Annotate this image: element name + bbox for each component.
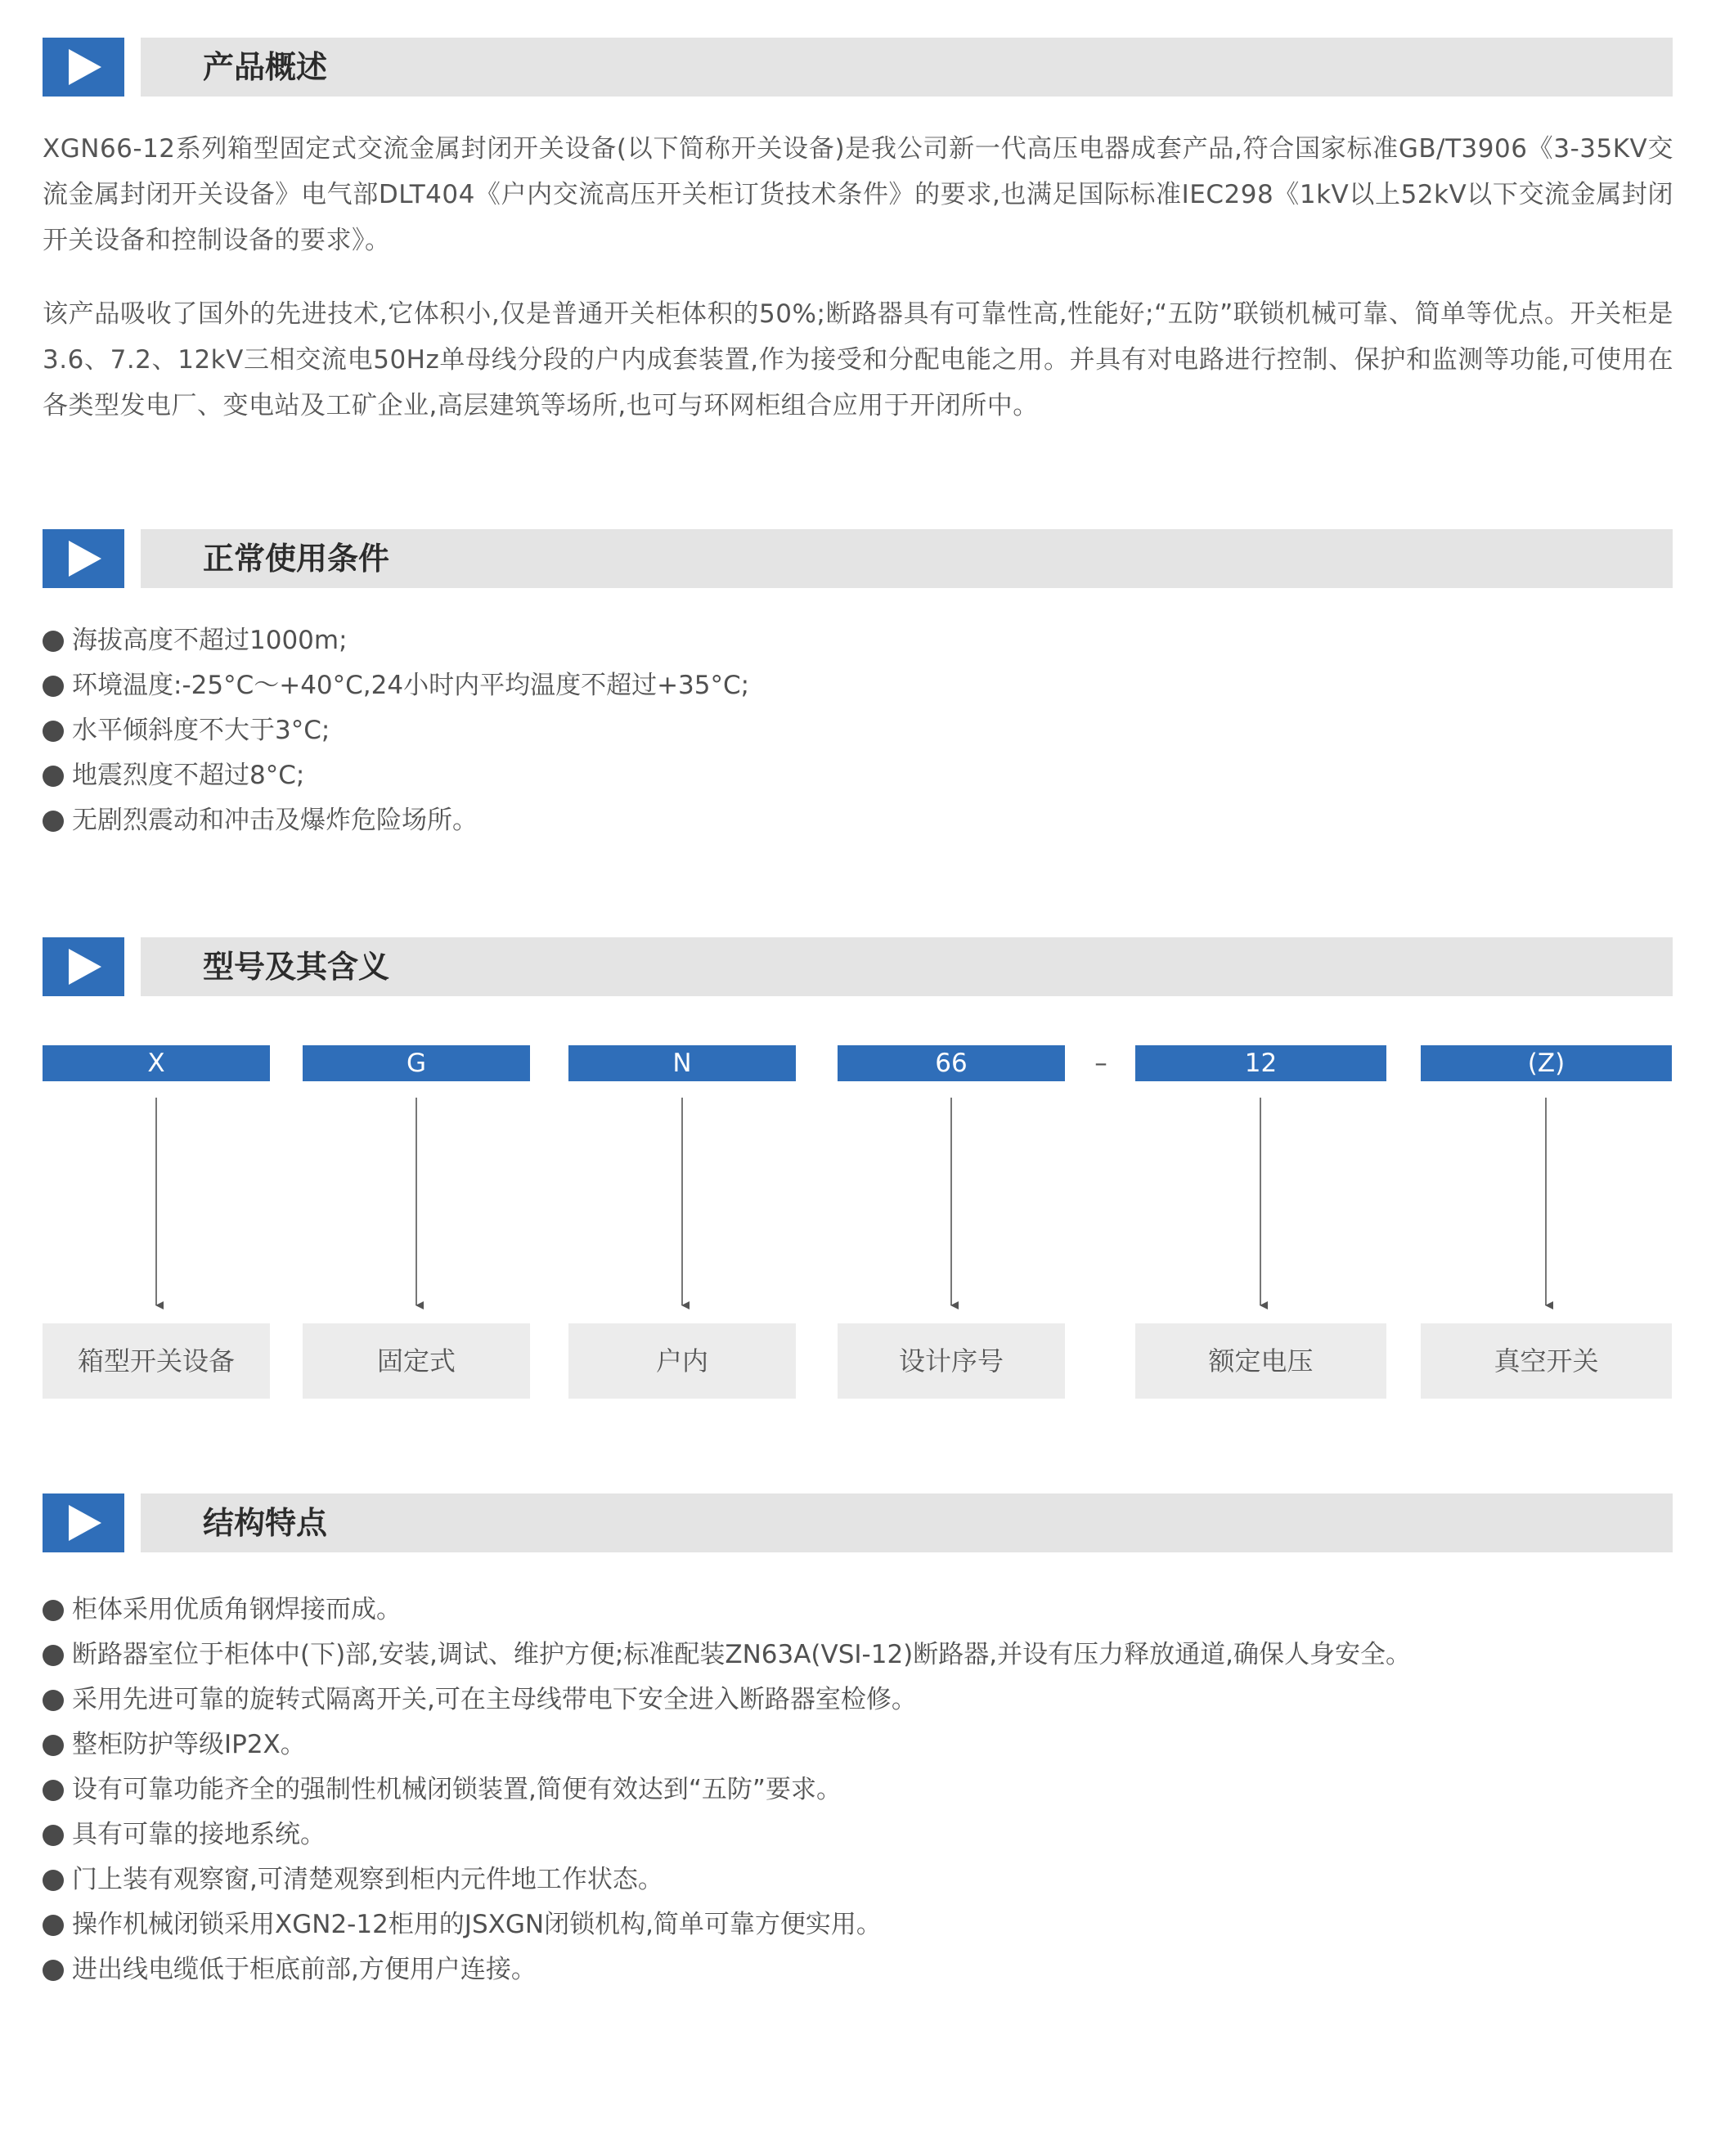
list-item-text: 环境温度:-25°C～+40°C,24小时内平均温度不超过+35°C;: [72, 671, 750, 700]
list-item: [43, 1947, 1411, 1992]
list-item-text: 门上装有观察窗,可清楚观察到柜内元件地工作状态。: [72, 1865, 663, 1894]
bullet-dot-icon: [43, 721, 64, 742]
list-item: [43, 1633, 1411, 1678]
section-title-bar: [141, 38, 1673, 97]
model-code-voltage: 12: [1135, 1045, 1386, 1081]
section-header-structure: [43, 1493, 1673, 1552]
play-triangle-icon: [43, 937, 124, 996]
model-code-x: X: [43, 1045, 270, 1081]
section-title-bar: [141, 1493, 1673, 1552]
bullet-dot-icon: [43, 811, 64, 832]
section-header-overview: [43, 38, 1673, 97]
list-item: [43, 1902, 1411, 1947]
list-item: [43, 1723, 1411, 1767]
list-item-text: 地震烈度不超过8°C;: [72, 761, 305, 790]
structure-list: [43, 1588, 1411, 1992]
bullet-dot-icon: [43, 1915, 64, 1936]
conditions-list: [43, 618, 749, 843]
bullet-dot-icon: [43, 1825, 64, 1846]
list-item-text: 具有可靠的接地系统。: [72, 1820, 326, 1849]
list-item: [43, 753, 749, 798]
list-item-text: 设有可靠功能齐全的强制性机械闭锁装置,简便有效达到“五防”要求。: [72, 1775, 842, 1804]
section-title-bar: [141, 937, 1673, 996]
model-code-vacuum: (Z): [1421, 1045, 1672, 1081]
list-item-text: 无剧烈震动和冲击及爆炸危险场所。: [72, 806, 478, 835]
overview-paragraph-2: 该产品吸收了国外的先进技术,它体积小,仅是普通开关柜体积的50%;断路器具有可靠性高,性能好;“五防”联锁机械可靠、简单等优点。开关柜是3.6、7.2、12kV三相交流电50Hz单母线分段的户内成套装置,作为接受和分配电能之用。并具有对电路进行控制、保护和监测等功能,可使用在各类型发电厂、变电站及工矿企业,高层建筑等场所,也可与环网柜组合应用于开闭所中。: [43, 299, 1673, 420]
list-item: [43, 1678, 1411, 1723]
list-item-text: 水平倾斜度不大于3°C;: [72, 716, 330, 745]
model-meaning-box: 设计序号: [838, 1323, 1065, 1399]
play-triangle-icon: [43, 38, 124, 97]
list-item: [43, 1767, 1411, 1812]
list-item: [43, 798, 749, 843]
section-title: 正常使用条件: [203, 541, 390, 577]
bullet-dot-icon: [43, 1960, 64, 1981]
bullet-dot-icon: [43, 1735, 64, 1756]
model-code-design-number: 66: [838, 1045, 1065, 1081]
list-item: [43, 1588, 1411, 1633]
section-title: 型号及其含义: [203, 949, 390, 985]
list-item: [43, 708, 749, 753]
list-item-text: 断路器室位于柜体中(下)部,安装,调试、维护方便;标准配装ZN63A(VSI-12)断路器,并设有压力释放通道,确保人身安全。: [72, 1640, 1411, 1669]
list-item-text: 海拔高度不超过1000m;: [72, 626, 348, 655]
section-header-conditions: [43, 529, 1673, 588]
list-item-text: 进出线电缆低于柜底前部,方便用户连接。: [72, 1955, 537, 1984]
list-item: [43, 1857, 1411, 1902]
list-item: [43, 1812, 1411, 1857]
model-meaning-box: 固定式: [303, 1323, 530, 1399]
model-code-dash: –: [1094, 1049, 1107, 1078]
bullet-dot-icon: [43, 1645, 64, 1666]
bullet-dot-icon: [43, 1600, 64, 1621]
model-code-n: N: [568, 1045, 796, 1081]
model-meaning-box: 箱型开关设备: [43, 1323, 270, 1399]
list-item-text: 采用先进可靠的旋转式隔离开关,可在主母线带电下安全进入断路器室检修。: [72, 1685, 917, 1714]
model-meaning-box: 户内: [568, 1323, 796, 1399]
play-triangle-icon: [43, 1493, 124, 1552]
bullet-dot-icon: [43, 676, 64, 697]
bullet-dot-icon: [43, 1780, 64, 1801]
list-item-text: 柜体采用优质角钢焊接而成。: [72, 1595, 402, 1624]
list-item-text: 操作机械闭锁采用XGN2-12柜用的JSXGN闭锁机构,简单可靠方便实用。: [72, 1910, 882, 1939]
bullet-dot-icon: [43, 1870, 64, 1891]
bullet-dot-icon: [43, 631, 64, 652]
section-header-model: [43, 937, 1673, 996]
play-triangle-icon: [43, 529, 124, 588]
bullet-dot-icon: [43, 766, 64, 787]
section-title: 产品概述: [203, 49, 328, 85]
section-title: 结构特点: [203, 1505, 328, 1541]
bullet-dot-icon: [43, 1690, 64, 1711]
list-item-text: 整柜防护等级IP2X。: [72, 1730, 306, 1759]
model-meaning-box: 额定电压: [1135, 1323, 1386, 1399]
overview-paragraph-1: XGN66-12系列箱型固定式交流金属封闭开关设备(以下简称开关设备)是我公司新一代高压电器成套产品,符合国家标准GB/T3906《3-35KV交流金属封闭开关设备》电气部DLT404《户内交流高压开关柜订货技术条件》的要求,也满足国际标准IEC298《1kV以上52kV以下交流金属封闭开关设备和控制设备的要求》。: [43, 134, 1673, 255]
model-meaning-box: 真空开关: [1421, 1323, 1672, 1399]
list-item: [43, 663, 749, 708]
list-item: [43, 618, 749, 663]
section-title-bar: [141, 529, 1673, 588]
model-code-g: G: [303, 1045, 530, 1081]
